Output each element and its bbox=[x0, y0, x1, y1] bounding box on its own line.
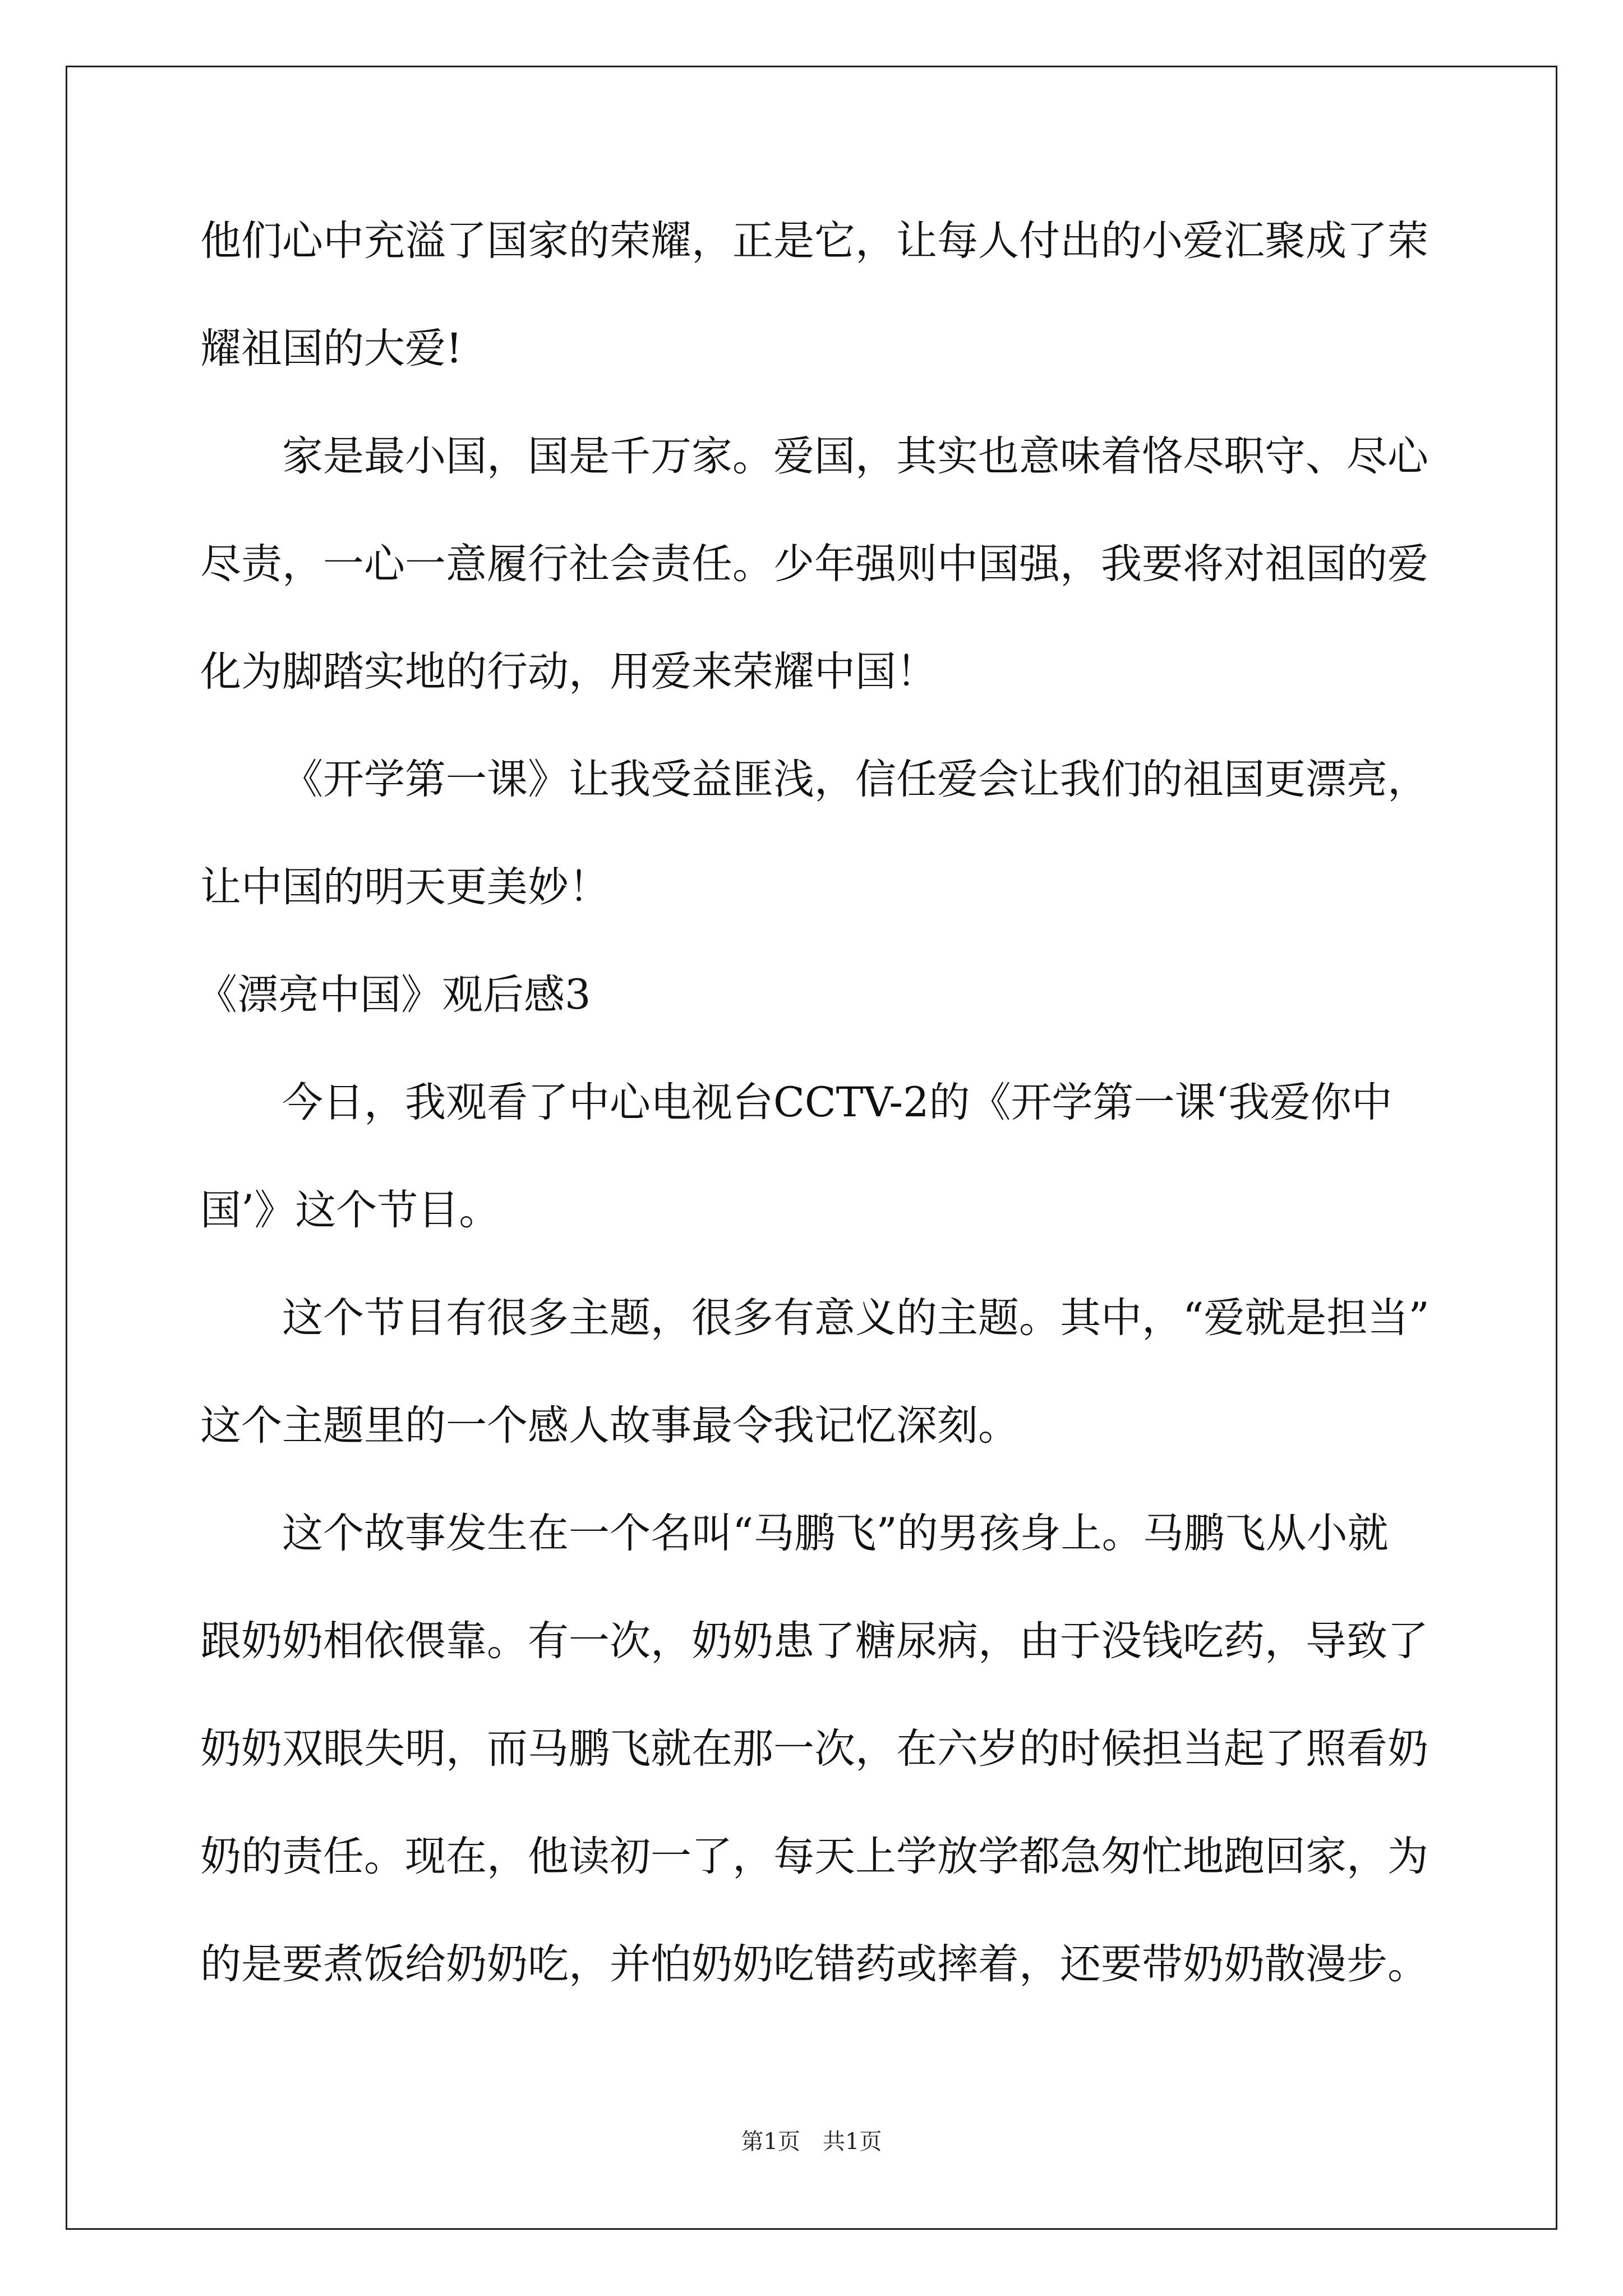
paragraph-line: 奶奶双眼失明，而马鹏飞就在那一次，在六岁的时候担当起了照看奶 bbox=[200, 1725, 1428, 1773]
paragraph-line: 奶的责任。现在，他读初一了，每天上学放学都急匆忙地跑回家，为 bbox=[200, 1833, 1428, 1880]
paragraph-line: 国’》这个节目。 bbox=[200, 1186, 500, 1234]
paragraph-line: 今日，我观看了中心电视台CCTV-2的《开学第一课‘我爱你中 bbox=[282, 1079, 1393, 1126]
page-border bbox=[66, 66, 1557, 2230]
paragraph-line: 他们心中充溢了国家的荣耀，正是它，让每人付出的小爱汇聚成了荣 bbox=[200, 217, 1428, 265]
paragraph-line: 《开学第一课》让我受益匪浅，信任爱会让我们的祖国更漂亮， bbox=[282, 756, 1428, 803]
paragraph-line: 这个主题里的一个感人故事最令我记忆深刻。 bbox=[200, 1402, 1019, 1450]
paragraph-line: 让中国的明天更美妙！ bbox=[200, 863, 610, 911]
page-number-footer: 第1页 共1页 bbox=[741, 2129, 882, 2155]
paragraph-line: 的是要煮饭给奶奶吃，并怕奶奶吃错药或摔着，还要带奶奶散漫步。 bbox=[200, 1940, 1428, 1988]
paragraph-line: 化为脚踏实地的行动，用爱来荣耀中国！ bbox=[200, 648, 937, 696]
paragraph-line: 这个节目有很多主题，很多有意义的主题。其中，“爱就是担当” bbox=[282, 1294, 1430, 1342]
paragraph-line: 跟奶奶相依偎靠。有一次，奶奶患了糖尿病，由于没钱吃药，导致了 bbox=[200, 1617, 1428, 1665]
paragraph-line: 耀祖国的大爱! bbox=[200, 325, 463, 372]
section-heading: 《漂亮中国》观后感3 bbox=[196, 971, 591, 1019]
paragraph-line: 这个故事发生在一个名叫“马鹏飞”的男孩身上。马鹏飞从小就 bbox=[282, 1510, 1389, 1557]
paragraph-line: 尽责，一心一意履行社会责任。少年强则中国强，我要将对祖国的爱 bbox=[200, 540, 1428, 588]
paragraph-line: 家是最小国，国是千万家。爱国，其实也意味着恪尽职守、尽心 bbox=[282, 432, 1428, 480]
